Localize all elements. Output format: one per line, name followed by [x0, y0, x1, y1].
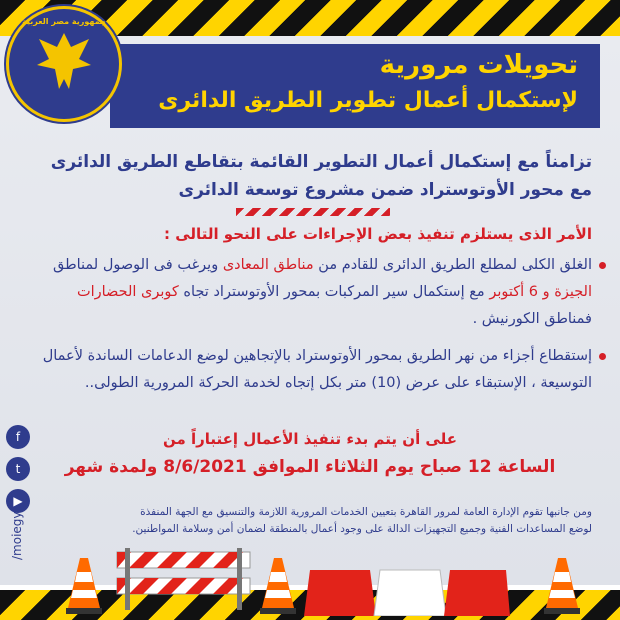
title-banner	[110, 44, 600, 128]
intro-line-2: مع محور الأوتوستراد ضمن مشروع توسعة الدائرى	[178, 180, 592, 200]
bullet-closure: الغلق الكلى لمطلع الطريق الدائرى للقادم من مناطق المعادى ويرغب فى الوصول لمناطق الجيزة و 6 أكتوبر مع إستكمال سير المركبات بمحور الأوتوستراد تجاه كوبرى الحضارات فمناطق الكورنيش .	[32, 252, 592, 333]
eagle-icon	[9, 9, 119, 119]
page-title: تحويلات مرورية	[379, 50, 578, 80]
traffic-cone-icon	[66, 558, 102, 614]
bullet-lane-reduction: إستقطاع أجزاء من نهر الطريق بمحور الأوتوستراد بالإتجاهين لوضع الدعامات الساندة لأعمال التوسيعة ، الإستبقاء على عرض (10) متر بكل إتجاه لخدمة الحركة المرورية الطولى..	[32, 343, 592, 397]
jersey-barrier-icon	[300, 558, 510, 616]
facebook-icon[interactable]: f	[6, 425, 30, 449]
traffic-cone-icon	[544, 558, 580, 614]
red-divider	[236, 208, 390, 216]
note-line-1: ومن جانبها تقوم الإدارة العامة لمرور القاهرة بتعيين الخدمات المرورية اللازمة والتنسيق مع الجهة المنفذة	[140, 506, 592, 518]
traffic-note	[32, 504, 592, 538]
youtube-icon[interactable]: ▶	[6, 489, 30, 513]
social-handle: /moiegy	[10, 511, 24, 560]
intro-text	[32, 148, 592, 204]
page-subtitle: لإستكمال أعمال تطوير الطريق الدائرى	[158, 88, 578, 113]
procedures-heading: الأمر الذى يستلزم تنفيذ بعض الإجراءات على النحو التالى :	[164, 225, 592, 243]
emblem-text: جمهورية مصر العربية	[22, 17, 106, 26]
traffic-cone-icon	[260, 558, 296, 614]
social-links	[6, 425, 34, 521]
intro-line-1: تزامناً مع إستكمال أعمال التطوير القائمة بتقاطع الطريق الدائرى	[50, 152, 592, 172]
road-barrier-icon	[111, 542, 256, 612]
twitter-icon[interactable]: t	[6, 457, 30, 481]
start-notice: على أن يتم بدء تنفيذ الأعمال إعتباراً من	[163, 430, 457, 448]
note-line-2: لوضع المساعدات الفنية وجميع التجهيزات الدالة على وجود أعمال بالمنطقة لضمان أمن وسلامة المواطنين.	[132, 523, 592, 535]
ministry-emblem	[6, 6, 122, 122]
start-datetime: الساعة 12 صباح يوم الثلاثاء الموافق 8/6/2021 ولمدة شهر	[64, 457, 556, 477]
